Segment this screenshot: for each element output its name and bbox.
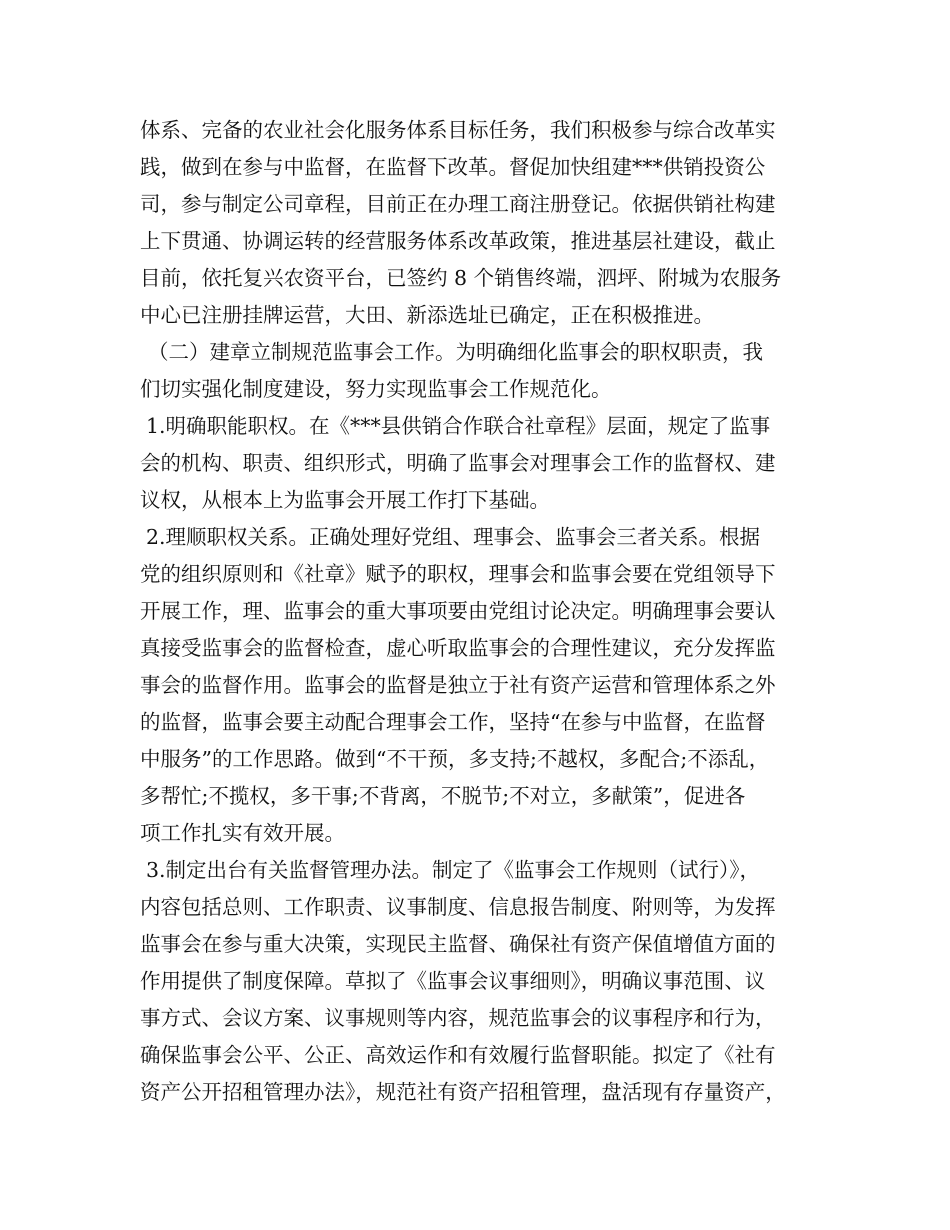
paragraph-item-1 bbox=[140, 408, 830, 519]
text-line: 中服务”的工作思路。做到“不干预，多支持;不越权，多配合;不添乱， bbox=[140, 747, 770, 771]
text-line: 内容包括总则、工作职责、议事制度、信息报告制度、附则等，为发挥 bbox=[140, 895, 776, 919]
text-line: 党的组织原则和《社章》赋予的职权，理事会和监事会要在党组领导下 bbox=[140, 562, 776, 586]
text-line: 真接受监事会的监督检查，虚心听取监事会的合理性建议，充分发挥监 bbox=[140, 636, 776, 660]
text-line: 项工作扎实有效开展。 bbox=[140, 821, 345, 845]
text-line: 事方式、会议方案、议事规则等内容，规范监事会的议事程序和行为， bbox=[140, 1006, 776, 1030]
text-line: 的监督，监事会要主动配合理事会工作，坚持“在参与中监督，在监督 bbox=[140, 710, 766, 734]
paragraph-reform-practice bbox=[140, 112, 830, 334]
text-line: 多帮忙;不揽权，多干事;不背离，不脱节;不对立，多献策”，促进各 bbox=[140, 784, 746, 808]
text-line: 监事会在参与重大决策，实现民主监督、确保社有资产保值增值方面的 bbox=[140, 932, 776, 956]
text-line: 资产公开招租管理办法》，规范社有资产招租管理，盘活现有存量资产， bbox=[140, 1080, 786, 1104]
text-line: 确保监事会公平、公正、高效运作和有效履行监督职能。拟定了《社有 bbox=[140, 1043, 776, 1067]
item-heading-line: 3.制定出台有关监督管理办法。制定了《监事会工作规则（试行）》， bbox=[146, 858, 761, 882]
item-heading-line: 1.明确职能职权。在《***县供销合作联合社章程》层面，规定了监事 bbox=[146, 414, 771, 438]
text-line: 们切实强化制度建设，努力实现监事会工作规范化。 bbox=[140, 377, 612, 401]
text-line: 会的机构、职责、组织形式，明确了监事会对理事会工作的监督权、建 bbox=[140, 451, 776, 475]
paragraph-item-3 bbox=[140, 852, 830, 1111]
paragraph-item-2 bbox=[140, 519, 830, 852]
text-line: 上下贯通、协调运转的经营服务体系改革政策，推进基层社建设，截止 bbox=[140, 229, 776, 253]
text-line: 中心已注册挂牌运营，大田、新添选址已确定，正在积极推进。 bbox=[140, 303, 714, 327]
item-heading-line: 2.理顺职权关系。正确处理好党组、理事会、监事会三者关系。根据 bbox=[146, 525, 761, 549]
text-line: 事会的监督作用。监事会的监督是独立于社有资产运营和管理体系之外 bbox=[140, 673, 776, 697]
text-line: 践，做到在参与中监督，在监督下改革。督促加快组建***供销投资公 bbox=[140, 155, 766, 179]
text-line: 体系、完备的农业社会化服务体系目标任务，我们积极参与综合改革实 bbox=[140, 118, 776, 142]
text-line: 目前，依托复兴农资平台，已签约 8 个销售终端，泗坪、附城为农服务 bbox=[140, 266, 782, 290]
section-heading-paragraph bbox=[140, 334, 830, 408]
text-line: 议权，从根本上为监事会开展工作打下基础。 bbox=[140, 488, 550, 512]
document-body bbox=[140, 112, 830, 1111]
text-line: 司，参与制定公司章程，目前正在办理工商注册登记。依据供销社构建 bbox=[140, 192, 776, 216]
text-line: 开展工作，理、监事会的重大事项要由党组讨论决定。明确理事会要认 bbox=[140, 599, 776, 623]
text-line: 作用提供了制度保障。草拟了《监事会议事细则》，明确议事范围、议 bbox=[140, 969, 766, 993]
section-heading-line: （二）建章立制规范监事会工作。为明确细化监事会的职权职责，我 bbox=[148, 340, 763, 364]
